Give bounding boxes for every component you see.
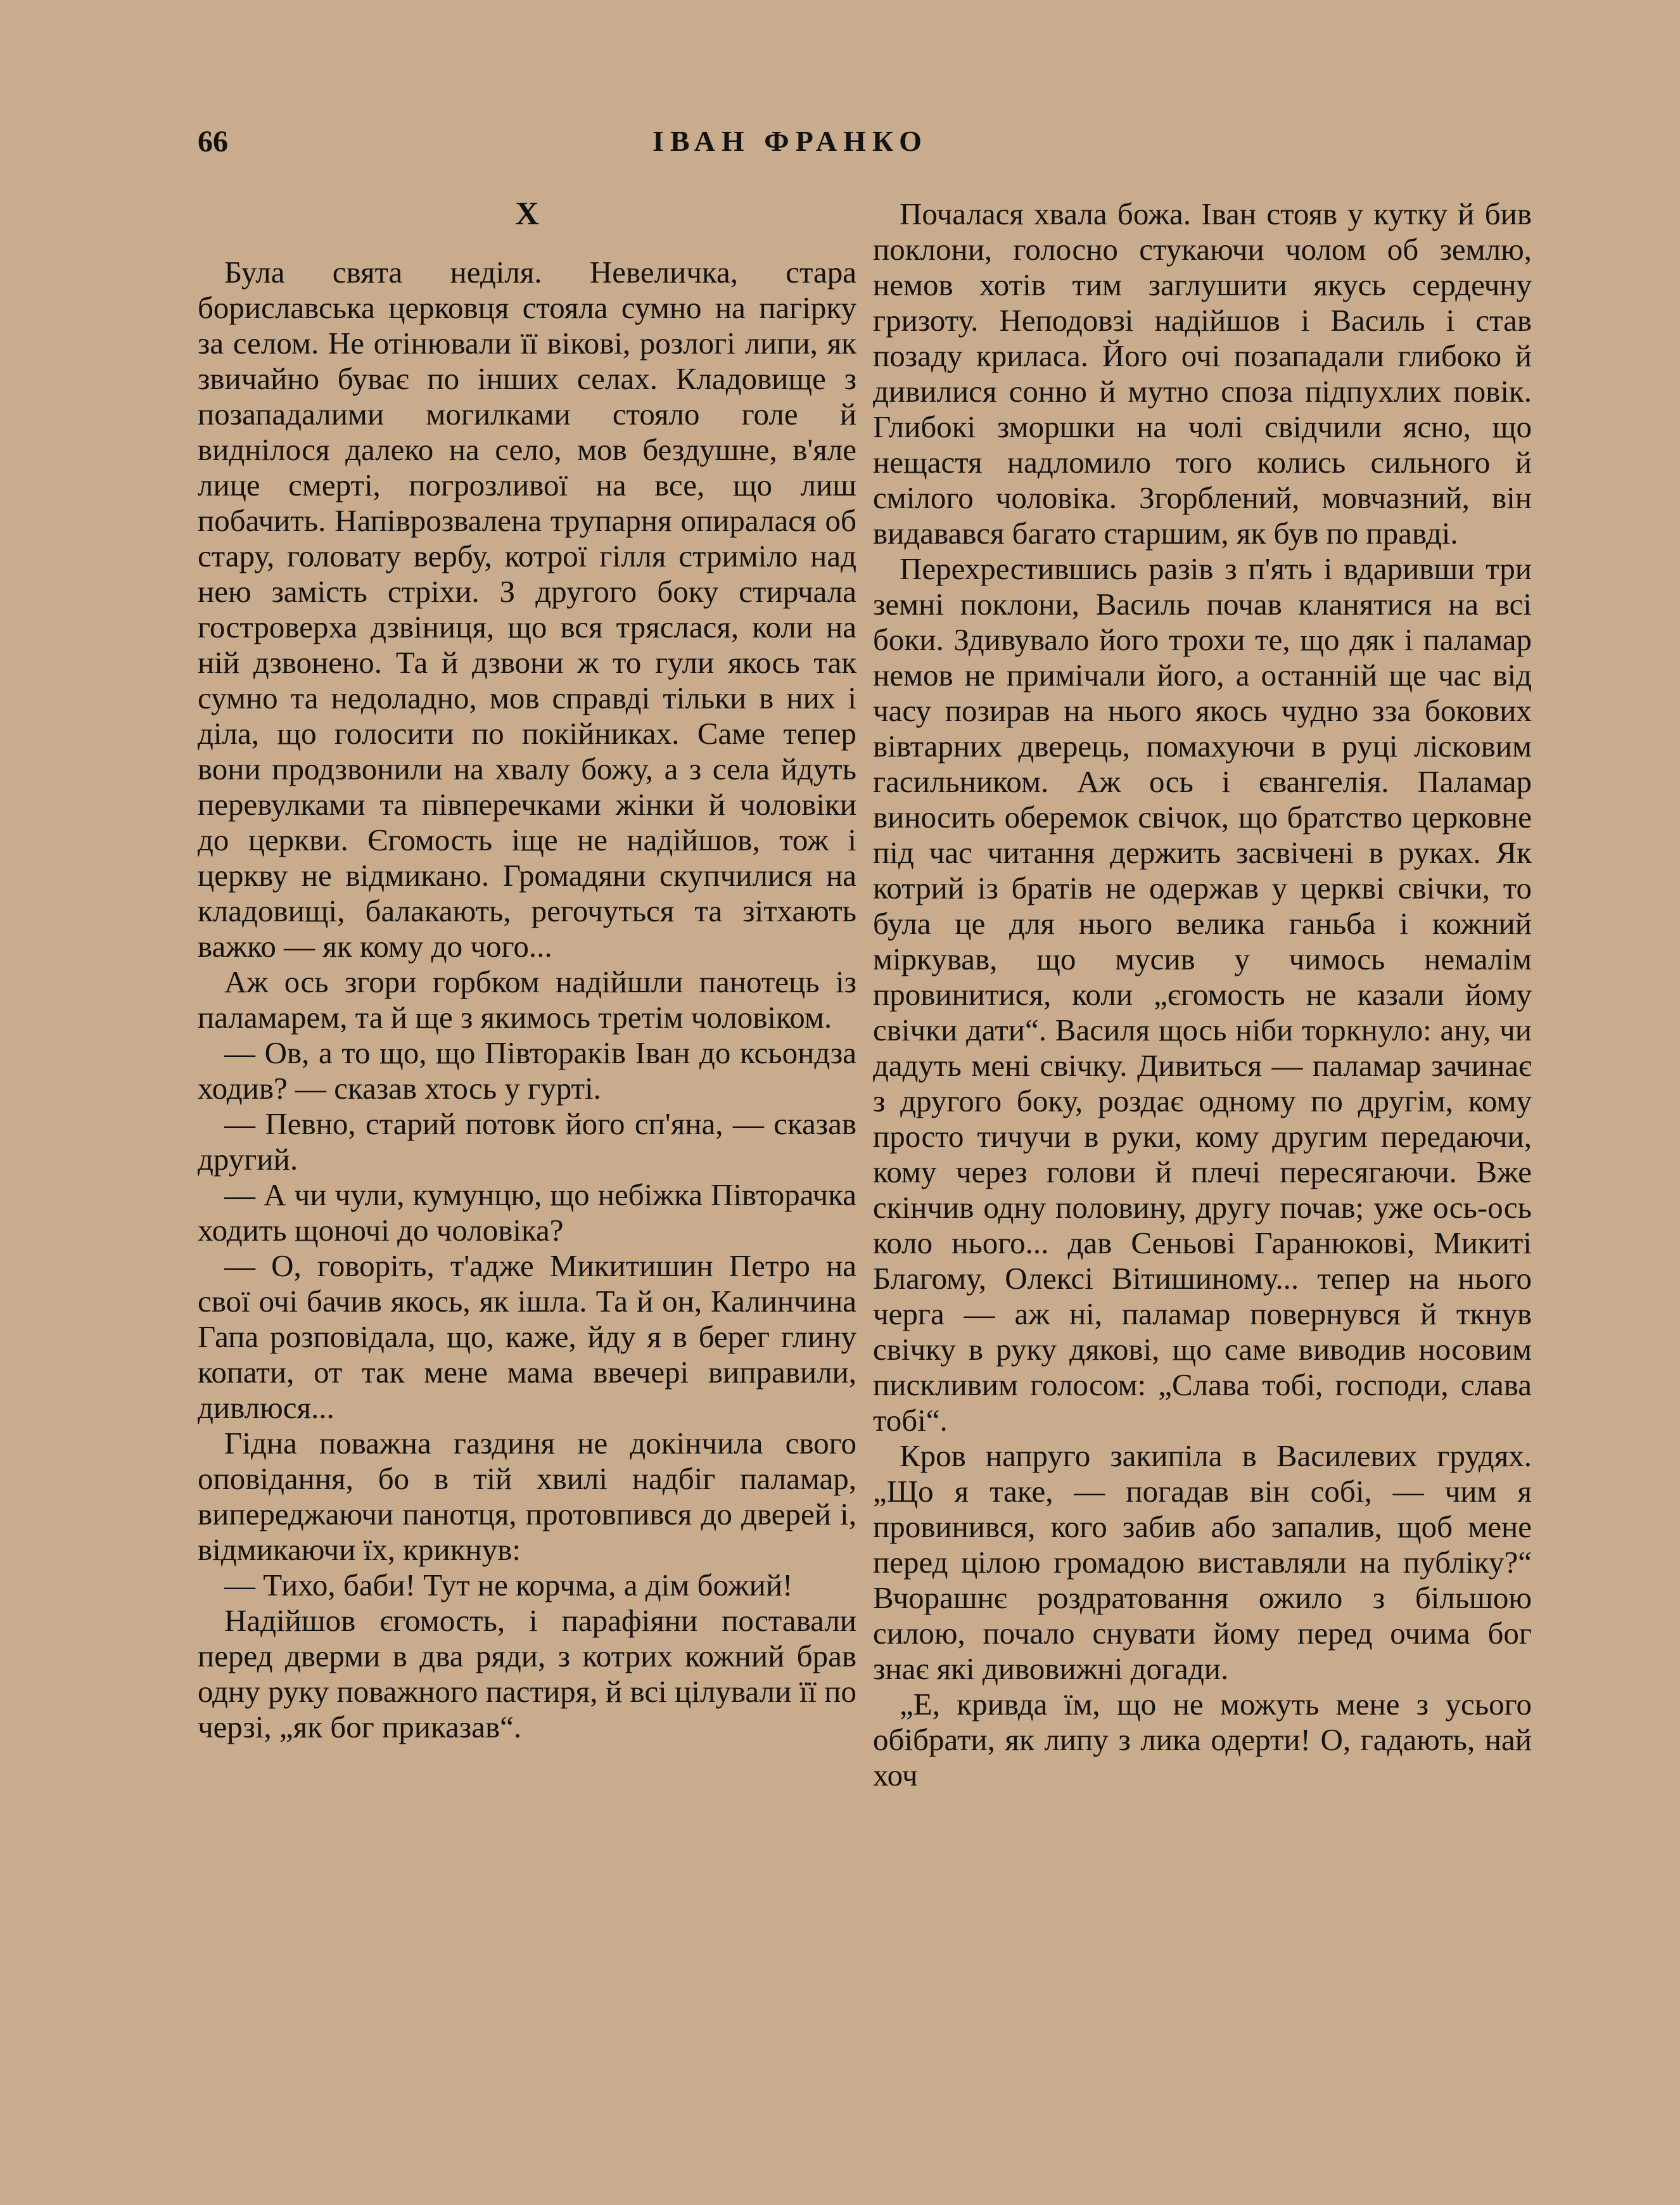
chapter-heading: X bbox=[515, 196, 539, 232]
paragraph: Перехрестившись разів з п'ять і вдаривши три земні поклони, Василь почав кланятися на всі боки. Здивувало його трохи те, що дяк і паламар немов не примічали його, а останній ще час від часу позирав на нього якось чудно зза бокових вівтарних дверець, помахуючи в руці лісковим гасильником. Аж ось і євангелія. Паламар виносить оберемок свічок, що братство церковне під час читання держить засвічені в руках. Як котрий із братів не одержав у церкві свічки, то була це для нього велика ганьба і кожний міркував, що мусив у чимось немалім провинитися, коли „єгомость не казали йому свічки дати“. Василя щось ніби торкнуло: ану, чи дадуть мені свічку. Дивиться — паламар зачинає з другого боку, роздає одному по другім, кому просто тичучи в руки, кому другим передаючи, кому через голови й плечі пересягаючи. Вже скінчив одну половину, другу почав; уже ось-ось коло нього... дав Сеньові Гаранюкові, Микиті Благому, Олексі Вітишиному... тепер на нього черга — аж ні, паламар повернувся й ткнув свічку в руку дякові, що саме виводив носовим пискливим голосом: „Слава тобі, господи, слава тобі“. bbox=[873, 551, 1532, 1438]
paragraph: Була свята неділя. Невеличка, стара бориславська церковця стояла сумно на пагірку за селом. Не отінювали її вікові, розлогі липи, як звичайно буває по інших селах. Кладовище з позападалими могилками стояло голе й виднілося далеко на село, мов бездушне, в'яле лице смерті, погрозливої на все, що лиш побачить. Напіврозвалена трупарня опиралася об стару, головату вербу, котрої гілля стриміло над нею замість стріхи. З другого боку стирчала гостроверха дзвіниця, що вся тряслася, коли на ній дзвонено. Та й дзвони ж то гули якось так сумно та недоладно, мов справді тільки в них і діла, що голосити по покійниках. Саме тепер вони продзвонили на хвалу божу, а з села йдуть перевулками та півперечками жінки й чоловіки до церкви. Єгомость іще не надійшов, тож і церкву не відмикано. Громадяни скупчилися на кладовищі, балакають, регочуться та зітхають важко — як кому до чого... bbox=[198, 255, 856, 964]
paragraph: — Ов, а то що, що Півтораків Іван до ксьондза ходив? — сказав хтось у гурті. bbox=[198, 1035, 856, 1106]
paragraph: Гідна поважна газдиня не докінчила свого оповідання, бо в тій хвилі надбіг паламар, випереджаючи панотця, протовпився до дверей і, відмикаючи їх, крикнув: bbox=[198, 1426, 856, 1567]
paragraph: Кров напруго закипіла в Василевих грудях. „Що я таке, — погадав він собі, — чим я провинився, кого забив або запалив, щоб мене перед цілою громадою виставляли на публіку?“ Вчорашнє роздратовання ожило з більшою силою, почало снувати йому перед очима бог знає які дивовижні догади. bbox=[873, 1438, 1532, 1686]
paragraph: Почалася хвала божа. Іван стояв у кутку й бив поклони, голосно стукаючи чолом об землю, немов хотів тим заглушити якусь сердечну гризоту. Неподовзі надійшов і Василь і став позаду криласа. Його очі позападали глибоко й дивилися сонно й мутно споза підпухлих повік. Глибокі зморшки на чолі свідчили ясно, що нещастя надломило того колись сильного й смілого чоловіка. Згорблений, мовчазний, він видавався багато старшим, як був по правді. bbox=[873, 196, 1532, 551]
running-title: ІВАН ФРАНКО bbox=[652, 125, 928, 157]
paragraph: Аж ось згори горбком надійшли панотець із паламарем, та й ще з якимось третім чоловіком. bbox=[198, 964, 856, 1035]
paragraph: — А чи чули, кумунцю, що небіжка Півторачка ходить щоночі до чоловіка? bbox=[198, 1177, 856, 1248]
page-number: 66 bbox=[198, 125, 228, 158]
left-column bbox=[198, 196, 856, 1745]
paragraph: „Е, кривда їм, що не можуть мене з усього обібрати, як липу з лика одерти! О, гадають, най хоч bbox=[873, 1687, 1532, 1793]
paragraph: — Певно, старий потовк його сп'яна, — сказав другий. bbox=[198, 1106, 856, 1177]
right-column bbox=[873, 196, 1532, 1793]
paragraph: — О, говоріть, т'адже Микитишин Петро на свої очі бачив якось, як ішла. Та й он, Калинчина Гапа розповідала, що, каже, йду я в берег глину копати, от так мене мама ввечері виправили, дивлюся... bbox=[198, 1248, 856, 1425]
paragraph: Надійшов єгомость, і парафіяни поставали перед дверми в два ряди, з котрих кожний брав одну руку поважного пастиря, й всі цілували її по черзі, „як бог приказав“. bbox=[198, 1603, 856, 1744]
paragraph: — Тихо, баби! Тут не корчма, а дім божий! bbox=[224, 1568, 793, 1602]
